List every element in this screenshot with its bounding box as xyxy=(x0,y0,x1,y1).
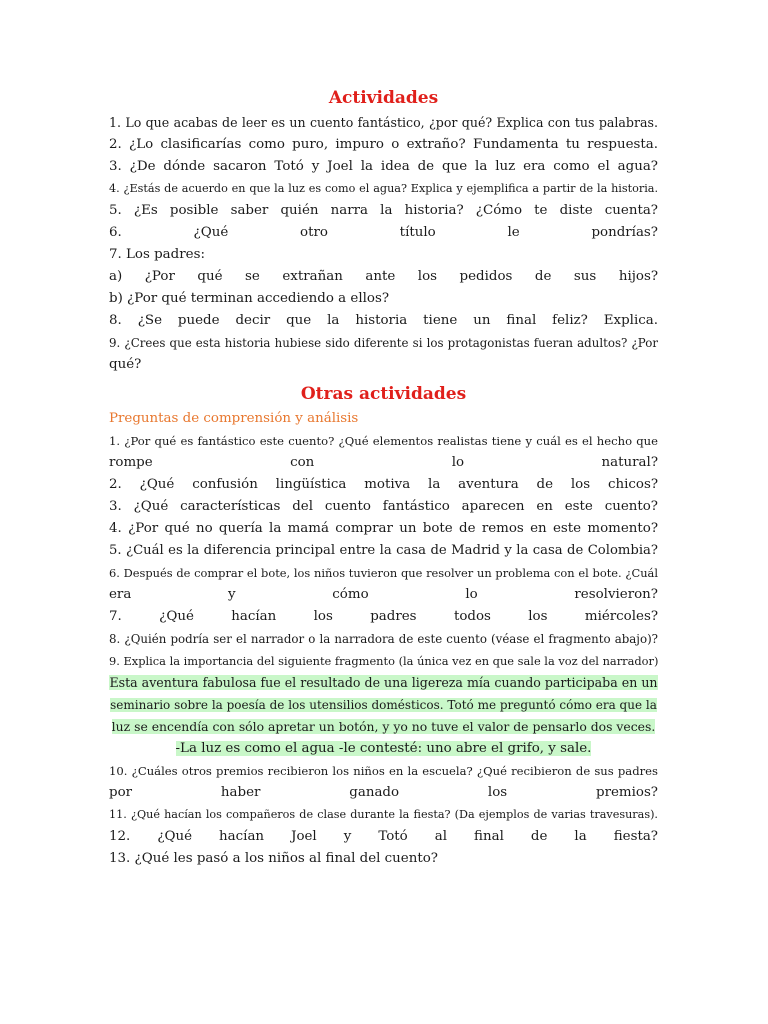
question-line: 9. Explica la importancia del siguiente fragmento (la única vez en que sale la voz del narrador) xyxy=(109,654,659,668)
question-line: 10. ¿Cuáles otros premios recibieron los niños en la escuela? ¿Qué recibieron de sus padres xyxy=(109,764,658,778)
activity-line: 3. ¿De dónde sacaron Totó y Joel la idea de que la luz era como el agua? xyxy=(109,159,658,174)
question-line: 11. ¿Qué hacían los compañeros de clase durante la fiesta? (Da ejemplos de varias travesuras). xyxy=(109,808,658,821)
other-activities-list-continued xyxy=(109,760,658,870)
quote-line: seminario sobre la poesía de los utensilios domésticos. Totó me preguntó cómo era que la xyxy=(110,698,657,712)
question-line: 2. ¿Qué confusión lingüística motiva la aventura de los chicos? xyxy=(109,477,658,492)
question-line: 4. ¿Por qué no quería la mamá comprar un bote de remos en este momento? xyxy=(109,521,658,536)
activity-line: 2. ¿Lo clasificarías como puro, impuro o extraño? Fundamenta tu respuesta. xyxy=(109,137,658,152)
activity-line: b) ¿Por qué terminan accediendo a ellos? xyxy=(109,291,390,306)
activity-line: 1. Lo que acabas de leer es un cuento fantástico, ¿por qué? Explica con tus palabras. xyxy=(109,115,658,130)
activity-line: 7. Los padres: xyxy=(109,247,205,262)
activities-title: Actividades xyxy=(328,88,439,108)
quote-line: luz se encendía con sólo apretar un botón, y yo no tuve el valor de pensarlo dos veces. xyxy=(111,719,656,734)
activity-line: 9. ¿Crees que esta historia hubiese sido diferente si los protagonistas fueran adultos? ¿Por xyxy=(109,336,658,350)
question-line: 6. Después de comprar el bote, los niños tuvieron que resolver un problema con el bote. ¿Cuál xyxy=(109,566,658,580)
question-line: rompe con lo natural? xyxy=(109,455,658,470)
question-line: 1. ¿Por qué es fantástico este cuento? ¿Qué elementos realistas tiene y cuál es el hecho que xyxy=(109,434,658,448)
activity-line: 5. ¿Es posible saber quién narra la historia? ¿Cómo te diste cuenta? xyxy=(109,203,658,218)
question-line: era y cómo lo resolvieron? xyxy=(109,587,658,602)
activity-line: a) ¿Por qué se extrañan ante los pedidos de sus hijos? xyxy=(109,269,658,284)
question-line: 3. ¿Qué características del cuento fantástico aparecen en este cuento? xyxy=(109,499,658,514)
question-line: 12. ¿Qué hacían Joel y Totó al final de la fiesta? xyxy=(109,829,658,844)
highlighted-quote xyxy=(109,672,658,760)
quote-line: Esta aventura fabulosa fue el resultado de una ligereza mía cuando participaba en un xyxy=(109,675,658,690)
activity-line: 8. ¿Se puede decir que la historia tiene un final feliz? Explica. xyxy=(109,313,658,328)
question-line: 7. ¿Qué hacían los padres todos los miércoles? xyxy=(109,609,658,624)
question-line: 8. ¿Quién podría ser el narrador o la narradora de este cuento (véase el fragmento abajo)? xyxy=(109,632,658,646)
activity-line: 4. ¿Estás de acuerdo en que la luz es como el agua? Explica y ejemplifica a partir de la historia. xyxy=(109,182,658,195)
document-page xyxy=(109,84,658,870)
question-line: por haber ganado los premios? xyxy=(109,785,658,800)
other-activities-list xyxy=(109,430,658,672)
other-activities-title: Otras actividades xyxy=(300,384,467,404)
activity-line: qué? xyxy=(109,357,142,372)
comprehension-subtitle: Preguntas de comprensión y análisis xyxy=(109,411,359,426)
question-line: 5. ¿Cuál es la diferencia principal entre la casa de Madrid y la casa de Colombia? xyxy=(109,543,658,558)
question-line: 13. ¿Qué les pasó a los niños al final del cuento? xyxy=(109,851,438,866)
quote-line: -La luz es como el agua -le contesté: uno abre el grifo, y sale. xyxy=(175,741,592,756)
activity-line: 6. ¿Qué otro título le pondrías? xyxy=(109,225,658,240)
activities-list xyxy=(109,112,658,376)
